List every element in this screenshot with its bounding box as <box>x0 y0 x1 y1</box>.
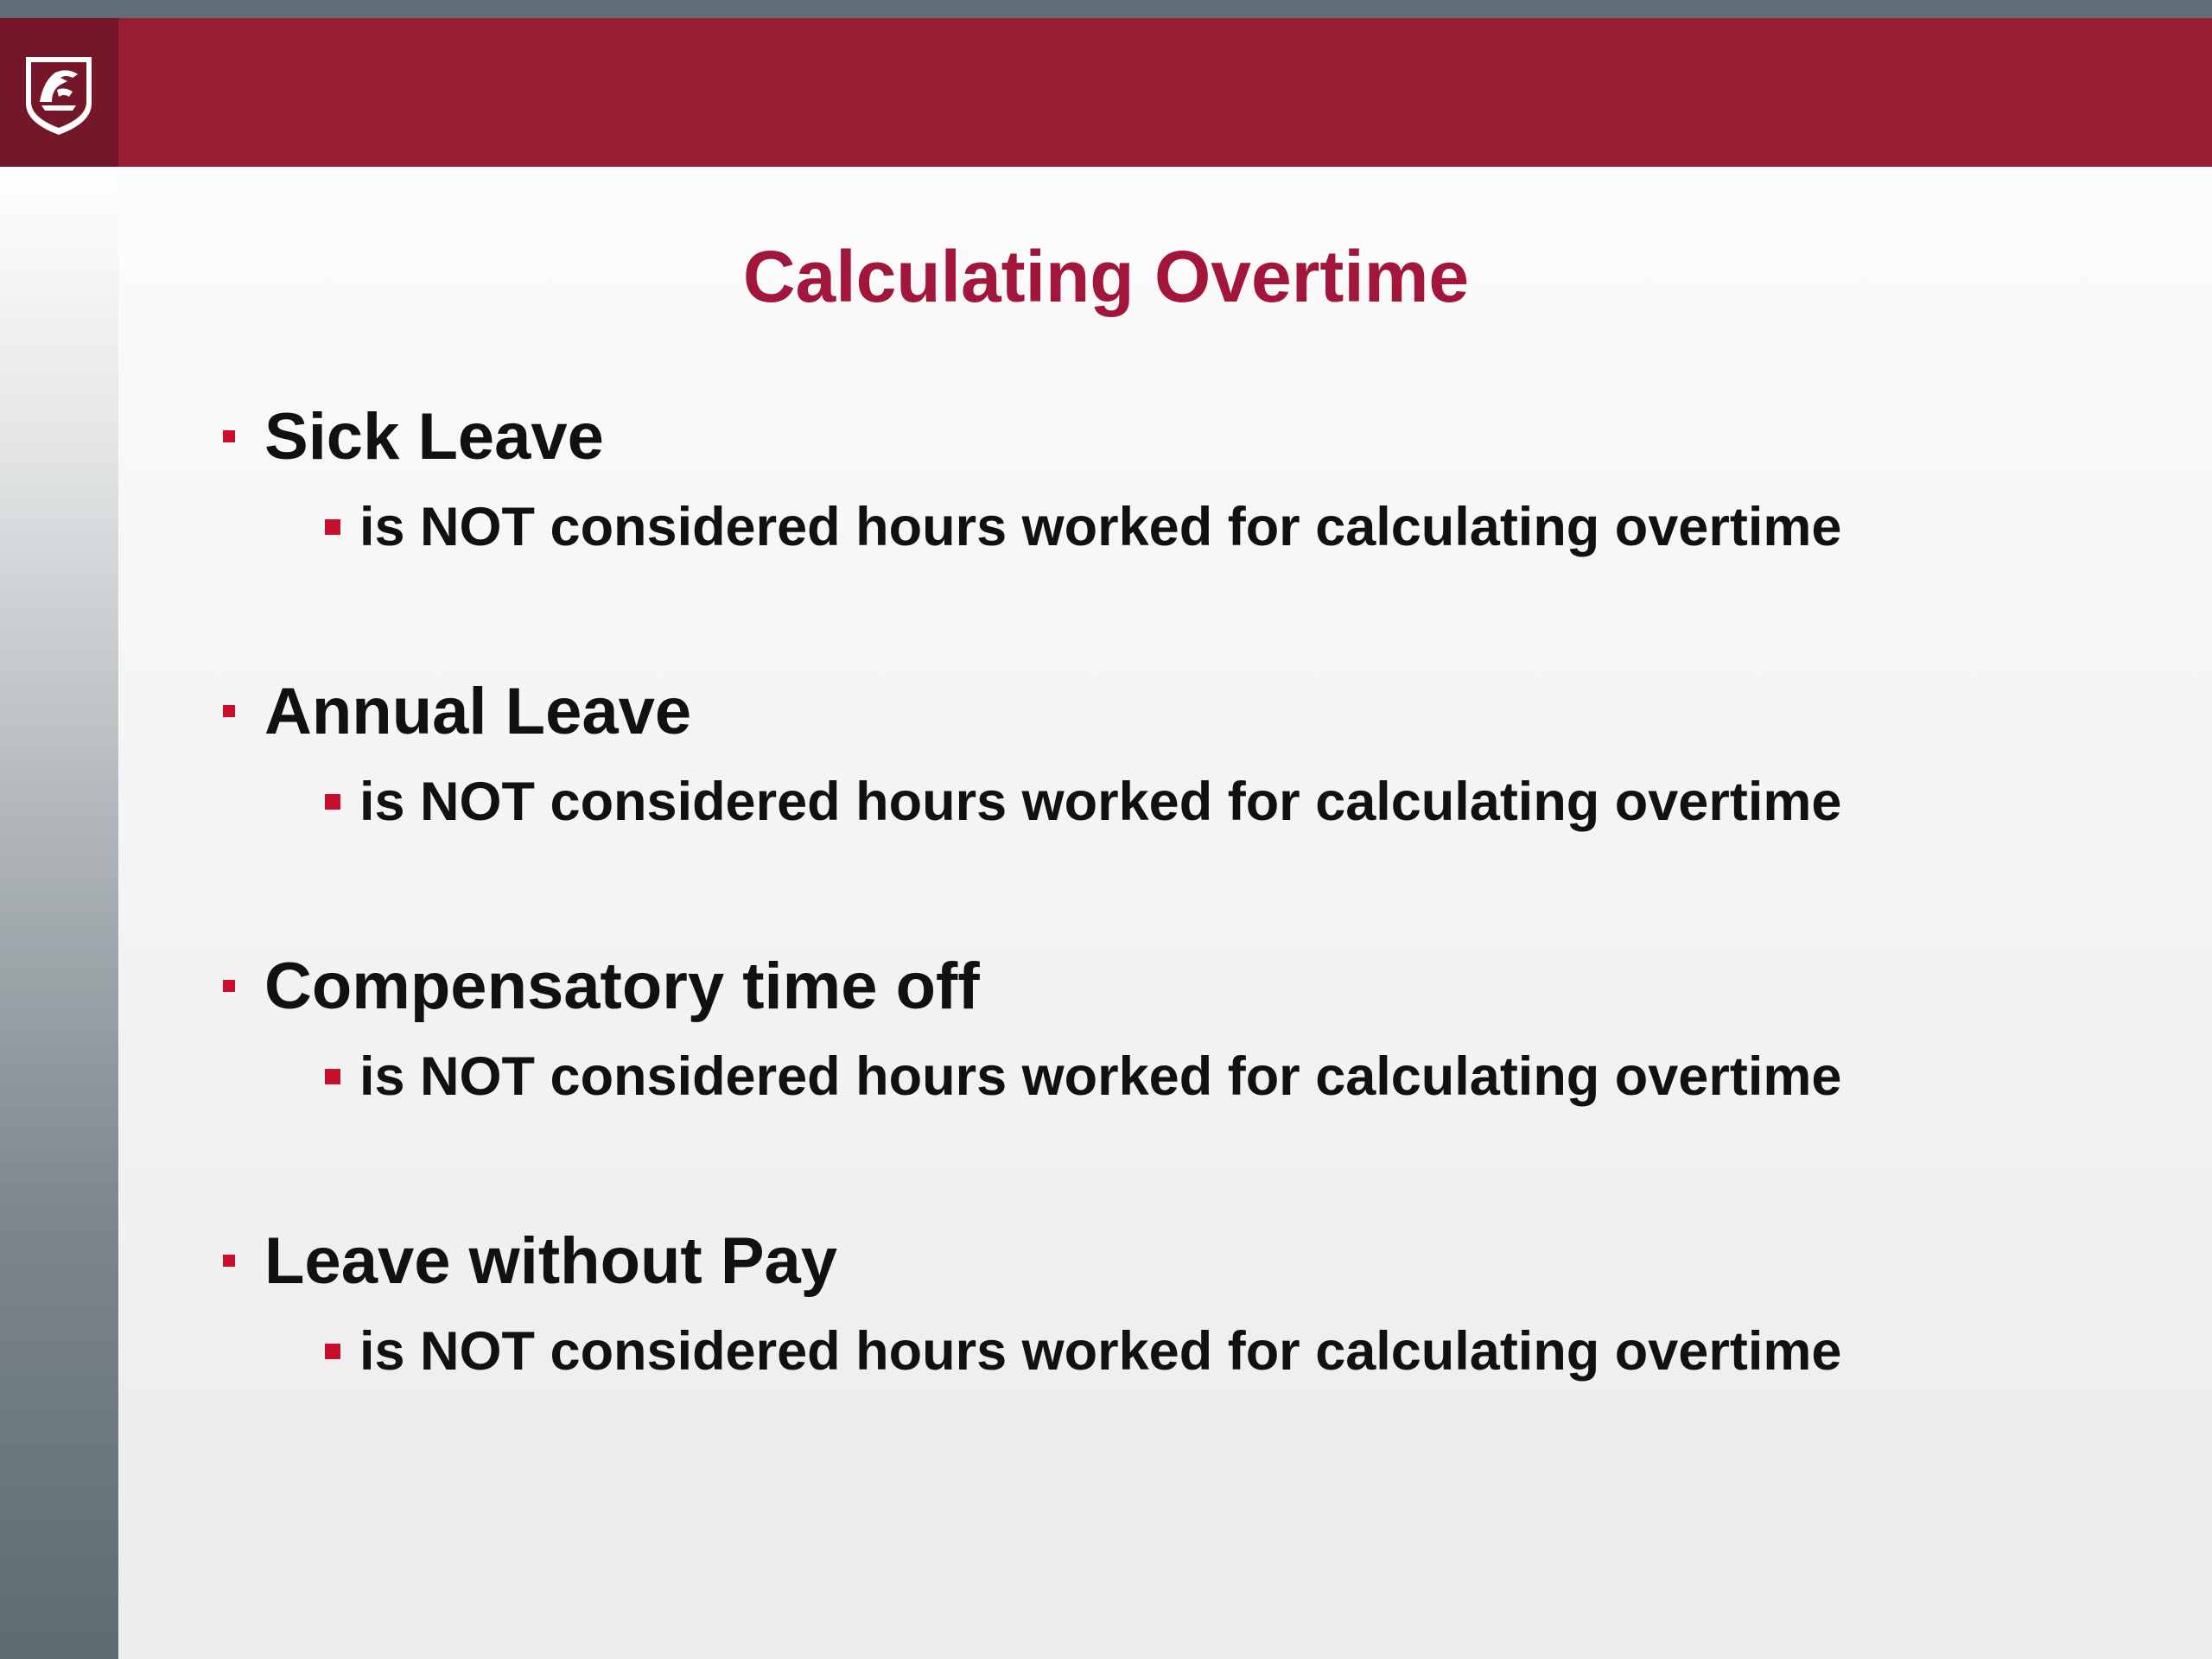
bullet-detail <box>325 1308 2124 1395</box>
side-bar <box>0 167 118 1659</box>
list-item <box>223 389 2124 664</box>
detail-text: is NOT considered hours worked for calculating overtime <box>359 1046 1842 1107</box>
bullet-detail <box>325 759 2124 845</box>
square-bullet-icon <box>325 1344 340 1359</box>
cougar-shield-icon <box>22 52 95 138</box>
heading-text: Leave without Pay <box>264 1224 838 1298</box>
heading-text: Sick Leave <box>264 399 604 474</box>
bullet-detail <box>325 484 2124 570</box>
square-bullet-icon <box>223 430 235 442</box>
square-bullet-icon <box>223 705 235 717</box>
bullet-list <box>223 389 2124 1488</box>
bullet-heading <box>223 1213 2124 1308</box>
header-bar <box>118 18 2212 167</box>
detail-text: is NOT considered hours worked for calculating overtime <box>359 1321 1842 1382</box>
square-bullet-icon <box>325 794 340 810</box>
bullet-heading <box>223 938 2124 1033</box>
list-item <box>223 1213 2124 1488</box>
list-item <box>223 938 2124 1213</box>
logo <box>0 18 118 167</box>
top-strip <box>0 0 2212 18</box>
square-bullet-icon <box>325 519 340 535</box>
heading-text: Compensatory time off <box>264 949 980 1023</box>
detail-text: is NOT considered hours worked for calculating overtime <box>359 772 1842 832</box>
list-item <box>223 664 2124 938</box>
bullet-heading <box>223 664 2124 759</box>
bullet-heading <box>223 389 2124 484</box>
heading-text: Annual Leave <box>264 674 692 748</box>
detail-text: is NOT considered hours worked for calculating overtime <box>359 497 1842 557</box>
square-bullet-icon <box>325 1069 340 1084</box>
square-bullet-icon <box>223 1255 235 1267</box>
slide-title: Calculating Overtime <box>742 236 1470 317</box>
bullet-detail <box>325 1033 2124 1120</box>
square-bullet-icon <box>223 980 235 992</box>
